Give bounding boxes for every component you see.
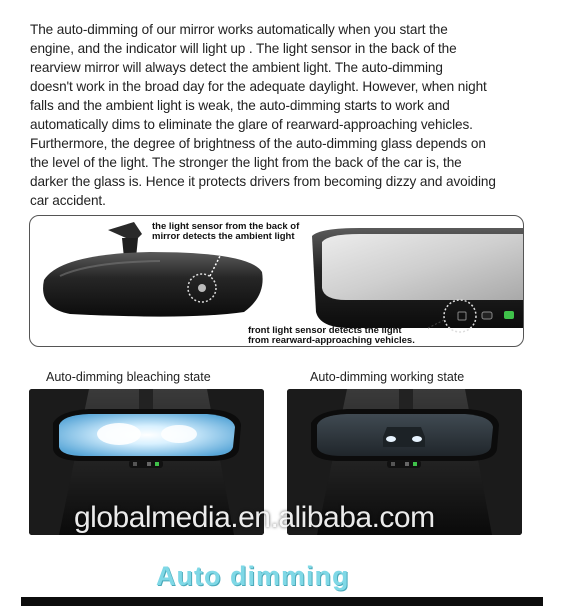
bleaching-state-caption: Auto-dimming bleaching state — [46, 370, 211, 384]
sensor-diagram — [29, 215, 524, 347]
description-line: the level of the light. The stronger the light from the back of the car is, the — [30, 155, 462, 170]
description-line: car accident. — [30, 193, 106, 208]
front-sensor-annotation: front light sensor detects the light from rearward-approaching vehicles. — [248, 325, 415, 346]
description-line: rearview mirror will always detect the ambient light. The auto-dimming — [30, 60, 443, 75]
working-state-caption: Auto-dimming working state — [310, 370, 465, 384]
back-sensor-annotation: the light sensor from the back of mirror detects the ambient light — [152, 221, 300, 242]
description-line: falls and the ambient light is weak, the auto-dimming starts to work and — [30, 98, 450, 113]
front-sensor — [458, 312, 466, 320]
description-line: automatically dims to eliminate the glare of rearward-approaching vehicles. — [30, 117, 473, 132]
description-line: darker the glass is. Hence it protects drivers from becoming dizzy and avoiding — [30, 174, 496, 189]
description-line: doesn't work in the broad day for the adequate daylight. However, when night — [30, 79, 487, 94]
page-title: Auto dimming — [156, 561, 350, 591]
bottom-bar — [21, 597, 543, 606]
mirror-front-glass — [322, 234, 523, 300]
description-line: The auto-dimming of our mirror works automatically when you start the — [30, 22, 448, 37]
description-paragraph — [30, 20, 540, 210]
description-line: engine, and the indicator will light up . The light sensor in the back of the — [30, 41, 457, 56]
power-button-indicator — [482, 312, 492, 319]
description-line: Furthermore, the degree of brightness of the auto-dimming glass depends on — [30, 136, 486, 151]
green-indicator — [504, 311, 514, 319]
bright-mirror-glass — [59, 414, 235, 456]
watermark: globalmedia.en.alibaba.com — [74, 501, 435, 534]
